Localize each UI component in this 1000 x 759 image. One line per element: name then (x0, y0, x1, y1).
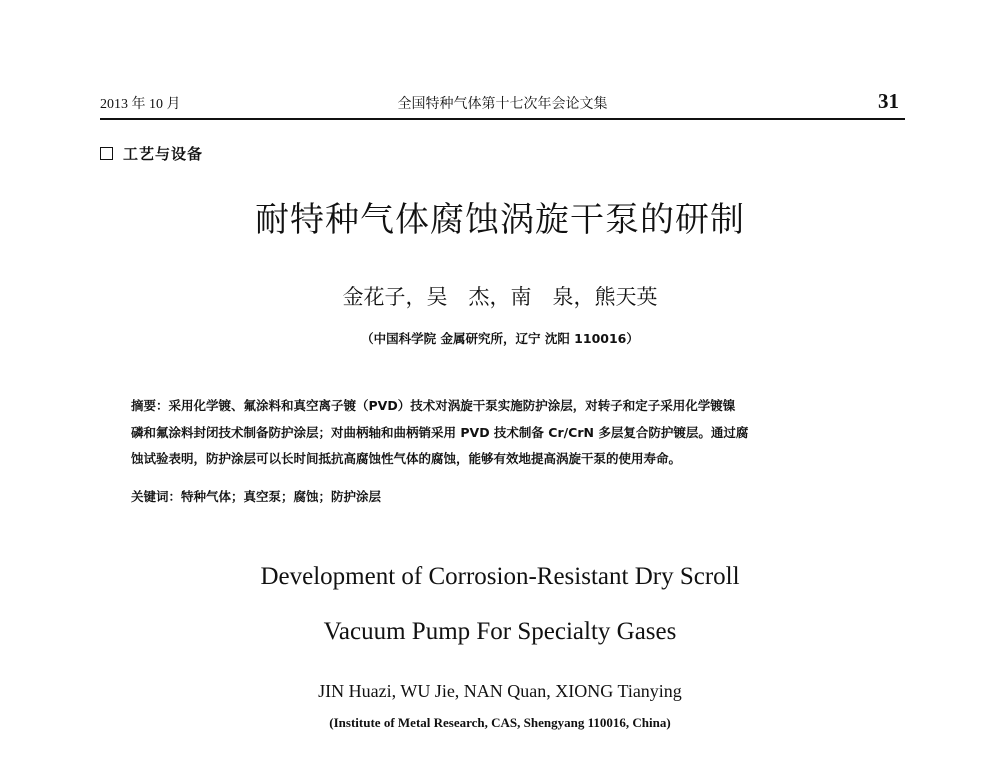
article-title-en (0, 549, 1000, 659)
affiliation-cn: （中国科学院 金属研究所，辽宁 沈阳 110016） (361, 331, 639, 346)
authors-cn: 金花子，吴 杰，南 泉，熊天英 (342, 285, 658, 309)
section-label-text: 工艺与设备 (123, 145, 204, 163)
abstract-line (131, 393, 881, 420)
article-title-cn: 耐特种气体腐蚀涡旋干泵的研制 (255, 200, 745, 240)
abstract-label: 摘要： (131, 398, 169, 413)
header-journal-title: 全国特种气体第十七次年会论文集 (397, 96, 608, 112)
abstract-cn (131, 393, 881, 473)
header-date: 2013 年 10 月 (100, 97, 181, 112)
keywords-label: 关键词： (131, 489, 182, 504)
abstract-text-3: 蚀试验表明，防护涂层可以长时间抵抗高腐蚀性气体的腐蚀，能够有效地提高涡旋干泵的使用寿命。 (131, 451, 682, 466)
abstract-text-1: 采用化学镀、氟涂料和真空离子镀（PVD）技术对涡旋干泵实施防护涂层，对转子和定子采用化学镀镍 (168, 398, 736, 413)
title-en-line-1: Development of Corrosion-Resistant Dry Scroll (260, 563, 740, 590)
keywords-text: 特种气体；真空泵；腐蚀；防护涂层 (181, 489, 382, 504)
title-en-line-2: Vacuum Pump For Specialty Gases (323, 618, 677, 645)
header-rule (100, 118, 905, 120)
affiliation-en: (Institute of Metal Research, CAS, Shengyang 110016, China) (329, 715, 671, 730)
running-header (100, 91, 905, 117)
section-label (100, 143, 203, 164)
square-icon (100, 147, 113, 160)
authors-en: JIN Huazi, WU Jie, NAN Quan, XIONG Tianying (318, 681, 682, 701)
abstract-text-2: 磷和氟涂料封闭技术制备防护涂层；对曲柄轴和曲柄销采用 PVD 技术制备 Cr/CrN 多层复合防护镀层。通过腐 (131, 424, 749, 440)
header-page-number: 31 (878, 89, 899, 113)
keywords-cn (131, 487, 381, 505)
